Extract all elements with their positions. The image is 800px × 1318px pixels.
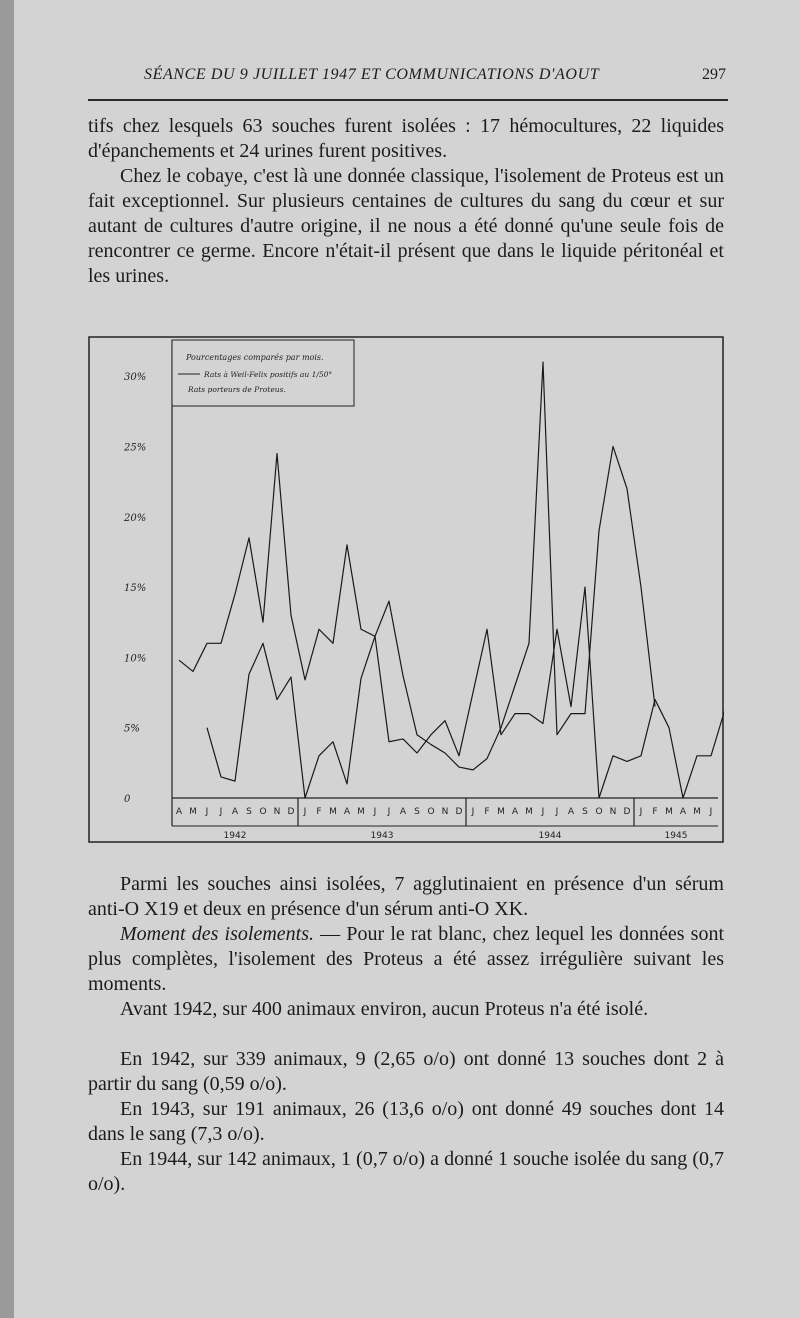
x-year-label: 1944 [538, 831, 562, 841]
paragraph-before-1942: Avant 1942, sur 400 animaux environ, aucun Proteus n'a été isolé. [120, 998, 649, 1020]
x-month-label: F [484, 807, 490, 817]
legend-title: Pourcentages comparés par mois. [186, 353, 324, 362]
x-month-label: M [693, 807, 701, 817]
paragraph-strains: Parmi les souches ainsi isolées, 7 agglutinaient en présence d'un sérum anti-O X19 et deux en présence d'un sérum anti-O XK. [88, 873, 724, 920]
series-line-1 [179, 362, 655, 770]
x-year-label: 1942 [223, 831, 247, 841]
y-tick-label: 15% [124, 583, 147, 595]
x-month-label: M [525, 807, 533, 817]
x-month-label: N [273, 807, 281, 817]
y-tick-label: 20% [124, 512, 147, 524]
x-month-label: F [652, 807, 658, 817]
paragraph-1942: En 1942, sur 339 animaux, 9 (2,65 o/o) ont donné 13 souches dont 2 à partir du sang (0,59 o/o). [88, 1048, 724, 1095]
legend-entry: Rats à Weil-Felix positifs au 1/50° [204, 370, 333, 379]
paragraph-continued: tifs chez lesquels 63 souches furent isolées : 17 hémocultures, 22 liquides d'épanchements et 24 urines furent positives. [88, 115, 724, 162]
paragraph-guinea-pig: Chez le cobaye, c'est là une donnée classique, l'isolement de Proteus est un fait exceptionnel. Sur plusieurs centaines de cultures du sang du cœur et sur autant de cultures d'autre origine, il ne nous a été donné qu'une seule fois de rencontrer ce germe. Encore n'était-il présent que dans le liquide péritonéal et les urines. [88, 165, 724, 287]
running-title: SÉANCE DU 9 JUILLET 1947 ET COMMUNICATIONS D'AOUT [144, 66, 600, 83]
series-line-2 [207, 587, 724, 798]
x-month-label: J [541, 807, 545, 817]
x-month-label: M [329, 807, 337, 817]
page-edge-shadow [0, 0, 14, 1318]
x-month-label: A [567, 807, 575, 817]
legend-entry: Rats porteurs de Proteus. [188, 385, 286, 394]
y-tick-label: 10% [124, 653, 147, 665]
x-month-label: D [455, 807, 463, 817]
x-month-label: D [623, 807, 631, 817]
paragraph-1943: En 1943, sur 191 animaux, 26 (13,6 o/o) ont donné 49 souches dont 14 dans le sang (7,3 o/o). [88, 1098, 724, 1145]
header-rule [88, 99, 728, 101]
figure-chart [88, 336, 724, 846]
x-month-label: M [497, 807, 505, 817]
x-month-label: J [471, 807, 475, 817]
x-month-label: J [555, 807, 559, 817]
x-month-label: N [441, 807, 449, 817]
paragraph-isolation-moments [88, 922, 724, 997]
x-month-label: A [511, 807, 519, 817]
x-month-label: N [609, 807, 617, 817]
x-month-label: O [595, 807, 603, 817]
section-heading: Moment des isolements. [120, 923, 314, 945]
x-year-label: 1943 [370, 831, 394, 841]
x-month-label: J [709, 807, 713, 817]
x-month-label: O [259, 807, 267, 817]
x-month-label: D [287, 807, 295, 817]
x-month-label: S [582, 807, 588, 817]
y-tick-label: 25% [124, 442, 147, 454]
x-month-label: A [399, 807, 407, 817]
x-month-label: M [189, 807, 197, 817]
x-month-label: M [357, 807, 365, 817]
x-month-label: M [665, 807, 673, 817]
paragraph-1944: En 1944, sur 142 animaux, 1 (0,7 o/o) a donné 1 souche isolée du sang (0,7 o/o). [88, 1148, 724, 1195]
x-month-label: O [427, 807, 435, 817]
chart-outer-frame [89, 337, 723, 842]
x-month-label: S [246, 807, 252, 817]
y-tick-label: 5% [124, 723, 140, 735]
x-month-label: A [231, 807, 239, 817]
page-number: 297 [702, 66, 726, 83]
x-month-label: J [219, 807, 223, 817]
x-month-label: J [373, 807, 377, 817]
x-month-label: J [639, 807, 643, 817]
x-month-label: A [679, 807, 687, 817]
x-month-label: J [387, 807, 391, 817]
x-month-label: J [303, 807, 307, 817]
x-month-label: F [316, 807, 322, 817]
paragraph-isolation-text: — Pour le rat blanc, chez lequel les données sont plus complètes, l'isolement des Proteus a été assez irrégulière suivant les moments. [88, 923, 724, 995]
running-head [96, 66, 726, 96]
line-chart [88, 336, 724, 846]
x-year-label: 1945 [664, 831, 688, 841]
x-month-label: A [175, 807, 183, 817]
y-tick-label: 0 [124, 794, 131, 805]
y-tick-label: 30% [124, 372, 147, 384]
x-month-label: A [343, 807, 351, 817]
x-month-label: J [205, 807, 209, 817]
x-month-label: S [414, 807, 420, 817]
